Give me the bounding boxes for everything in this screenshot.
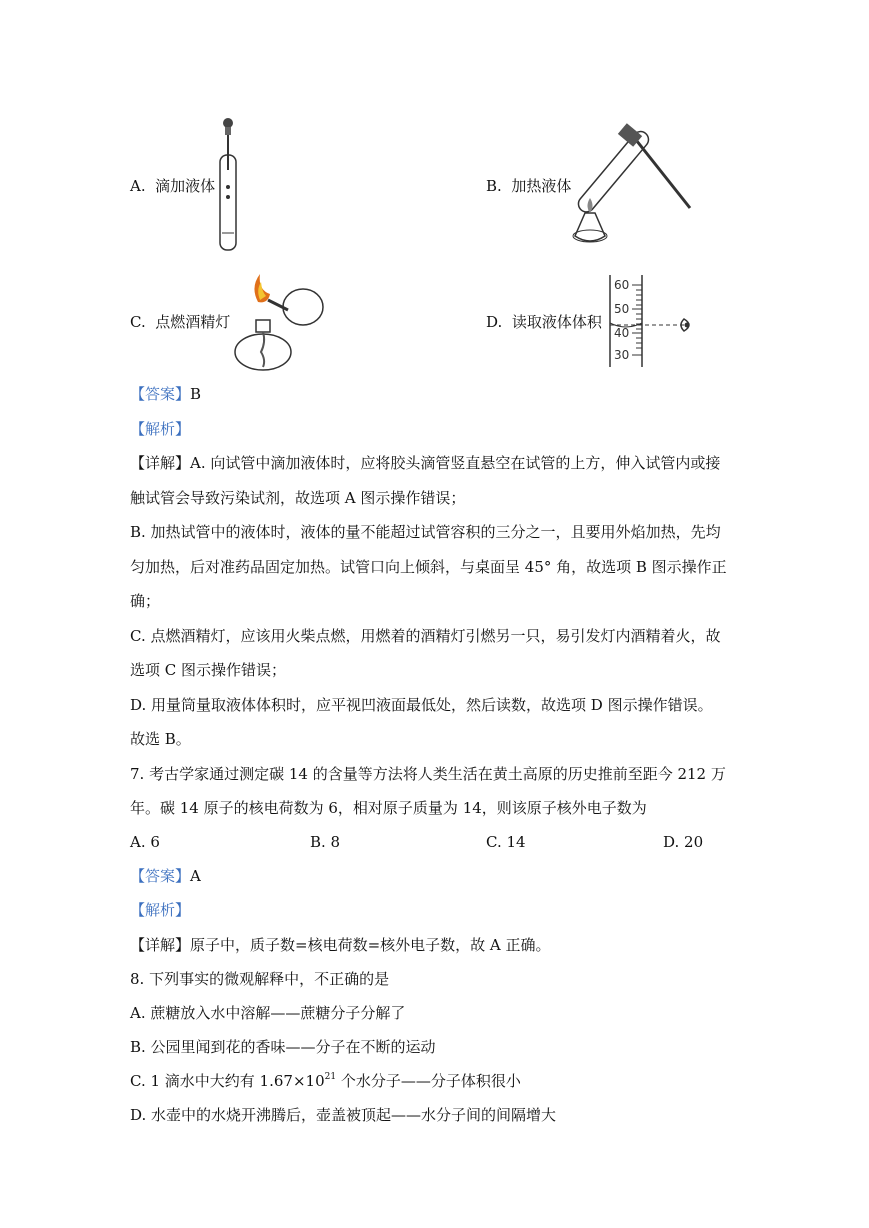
lamp-lighting-figure xyxy=(228,272,328,377)
option-a-text: 滴加液体 xyxy=(155,177,216,195)
answer-value: B xyxy=(190,385,202,403)
tick-60: 60 xyxy=(614,278,630,292)
option-c-text: 点燃酒精灯 xyxy=(155,313,231,331)
q7-stem-line1: 7. 考古学家通过测定碳 14 的含量等方法将人类生活在黄土高原的历史推前至距今 212 万 xyxy=(130,765,726,783)
option-c-prefix: C. xyxy=(130,313,146,331)
detail-tag: 【详解】 xyxy=(130,454,191,472)
q8-option-c xyxy=(130,1071,521,1091)
heating-tube-figure xyxy=(545,118,695,248)
answer-tag: 【答案】 xyxy=(130,867,191,885)
q6-conclusion: 故选 B。 xyxy=(130,730,191,748)
q8-option-d: D. 水壶中的水烧开沸腾后，壶盖被顶起——水分子间的间隔增大 xyxy=(130,1106,557,1124)
detail-tag: 【详解】 xyxy=(130,936,191,954)
tick-30: 30 xyxy=(614,348,630,362)
exponent: 21 xyxy=(324,1072,337,1082)
q8-option-a: A. 蔗糖放入水中溶解——蔗糖分子分解了 xyxy=(130,1004,406,1022)
q8-option-b: B. 公园里闻到花的香味——分子在不断的运动 xyxy=(130,1038,436,1056)
option-d-prefix: D. xyxy=(486,313,503,331)
option-b-text: 加热液体 xyxy=(511,177,572,195)
answer-tag: 【答案】 xyxy=(130,385,191,403)
q7-option-d: D. 20 xyxy=(663,833,704,851)
q7-analysis-tag: 【解析】 xyxy=(130,901,191,919)
q7-option-a: A. 6 xyxy=(130,833,160,851)
q7-option-b: B. 8 xyxy=(310,833,341,851)
q8-stem: 8. 下列事实的微观解释中，不正确的是 xyxy=(130,970,390,988)
option-c-pre: C. 1 滴水中大约有 1.67×10 xyxy=(130,1072,325,1090)
q6-detail-line3: B. 加热试管中的液体时，液体的量不能超过试管容积的三分之一，且要用外焰加热，先均 xyxy=(130,523,721,541)
answer-value: A xyxy=(190,867,201,885)
q6-detail-line7: 选项 C 图示操作错误； xyxy=(130,661,287,679)
detail-text: A. 向试管中滴加液体时，应将胶头滴管竖直悬空在试管的上方，伸入试管内或接 xyxy=(190,454,721,472)
option-c-post: 个水分子——分子体积很小 xyxy=(336,1072,521,1090)
option-a-label xyxy=(130,176,215,196)
option-b-prefix: B. xyxy=(486,177,502,195)
q6-detail-line5: 确； xyxy=(130,592,161,610)
option-c-label xyxy=(130,312,230,332)
q7-answer xyxy=(130,866,201,886)
q6-detail-line4: 匀加热，后对准药品固定加热。试管口向上倾斜，与桌面呈 45° 角，故选项 B 图示操作正 xyxy=(130,558,727,576)
q6-detail-line2: 触试管会导致污染试剂，故选项 A 图示操作错误； xyxy=(130,489,466,507)
q6-detail-line1 xyxy=(130,453,720,473)
option-d-label xyxy=(486,312,602,332)
option-d-text: 读取液体体积 xyxy=(511,313,602,331)
q7-option-c: C. 14 xyxy=(486,833,526,851)
q6-detail-line6: C. 点燃酒精灯，应该用火柴点燃，用燃着的酒精灯引燃另一只，易引发灯内酒精着火，故 xyxy=(130,627,721,645)
q6-answer xyxy=(130,384,201,404)
dropper-tube-figure xyxy=(205,115,255,255)
q6-analysis-tag: 【解析】 xyxy=(130,420,191,438)
q7-detail xyxy=(130,935,551,955)
detail-text: 原子中，质子数=核电荷数=核外电子数，故 A 正确。 xyxy=(190,936,551,954)
tick-50: 50 xyxy=(614,302,630,316)
tick-40: 40 xyxy=(614,326,630,340)
graduated-cylinder-figure xyxy=(606,275,706,370)
option-a-prefix: A. xyxy=(130,177,146,195)
q7-stem-line2: 年。碳 14 原子的核电荷数为 6，相对原子质量为 14，则该原子核外电子数为 xyxy=(130,799,647,817)
q6-detail-line8: D. 用量筒量取液体体积时，应平视凹液面最低处，然后读数，故选项 D 图示操作错误。 xyxy=(130,696,713,714)
